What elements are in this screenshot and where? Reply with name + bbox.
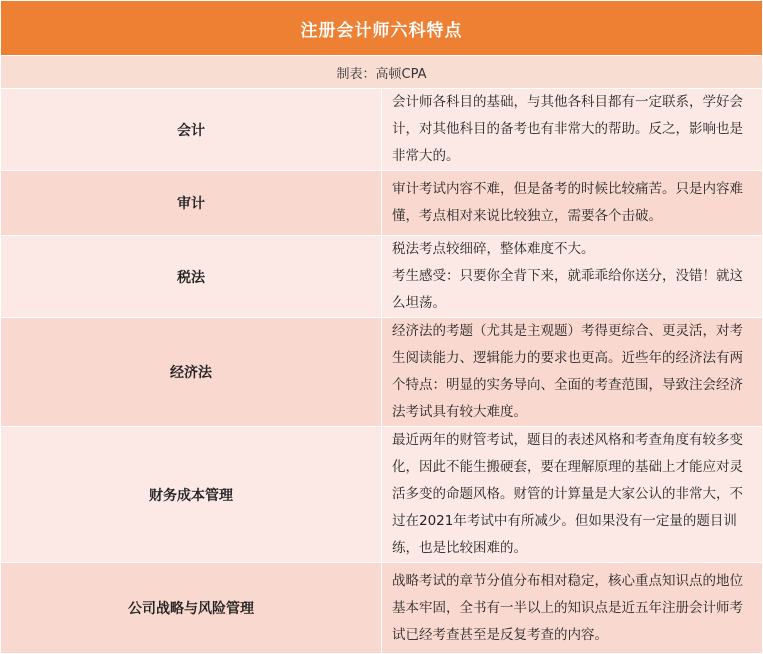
maker-row [1, 56, 763, 89]
description-text: 最近两年的财管考试，题目的表述风格和考查角度有较多变化，因此不能生搬硬套，要在理解原理的基础上才能应对灵活多变的命题风格。财管的计算量是大家公认的非常大，不过在2021年考试中有所减少。但如果没有一定量的题目训练，也是比较困难的。 [392, 432, 743, 556]
description-cell [382, 563, 763, 654]
table-title: 注册会计师六科特点 [1, 1, 763, 56]
description-text: 会计师各科目的基础，与其他各科目都有一定联系，学好会计，对其他科目的备考也有非常大的帮助。反之，影响也是非常大的。 [392, 94, 743, 164]
description-cell [382, 427, 763, 563]
table-row-audit [1, 171, 763, 236]
table-row-economic-law [1, 318, 763, 427]
description-text: 审计考试内容不难，但是备考的时候比较痛苦。只是内容难懂，考点相对来说比较独立，需要各个击破。 [392, 181, 743, 224]
title-row [1, 1, 763, 56]
description-cell [382, 318, 763, 427]
subject-cell: 审计 [1, 171, 382, 236]
description-text: 经济法的考题（尤其是主观题）考得更综合、更灵活，对考生阅读能力、逻辑能力的要求也更高。近些年的经济法有两个特点：明显的实务导向、全面的考查范围，导致注会经济法考试具有较大难度。 [392, 323, 743, 420]
table-row-tax-law [1, 236, 763, 318]
subject-cell: 税法 [1, 236, 382, 318]
table-row-strategy-risk-management [1, 563, 763, 654]
table-row-financial-cost-management [1, 427, 763, 563]
subject-cell: 财务成本管理 [1, 427, 382, 563]
description-text: 税法考点较细碎，整体难度不大。 [392, 241, 595, 257]
description-cell [382, 89, 763, 171]
description-text: 考生感受：只要你全背下来，就乖乖给你送分，没错！就这么坦荡。 [392, 268, 743, 311]
description-cell [382, 171, 763, 236]
description-cell [382, 236, 763, 318]
subject-cell: 会计 [1, 89, 382, 171]
description-text: 战略考试的章节分值分布相对稳定，核心重点知识点的地位基本牢固，全书有一半以上的知识点是近五年注册会计师考试已经考查甚至是反复考查的内容。 [392, 572, 743, 643]
subject-cell: 经济法 [1, 318, 382, 427]
subject-cell: 公司战略与风险管理 [1, 563, 382, 654]
table-row-accounting [1, 89, 763, 171]
table-maker: 制表：高顿CPA [1, 56, 763, 89]
